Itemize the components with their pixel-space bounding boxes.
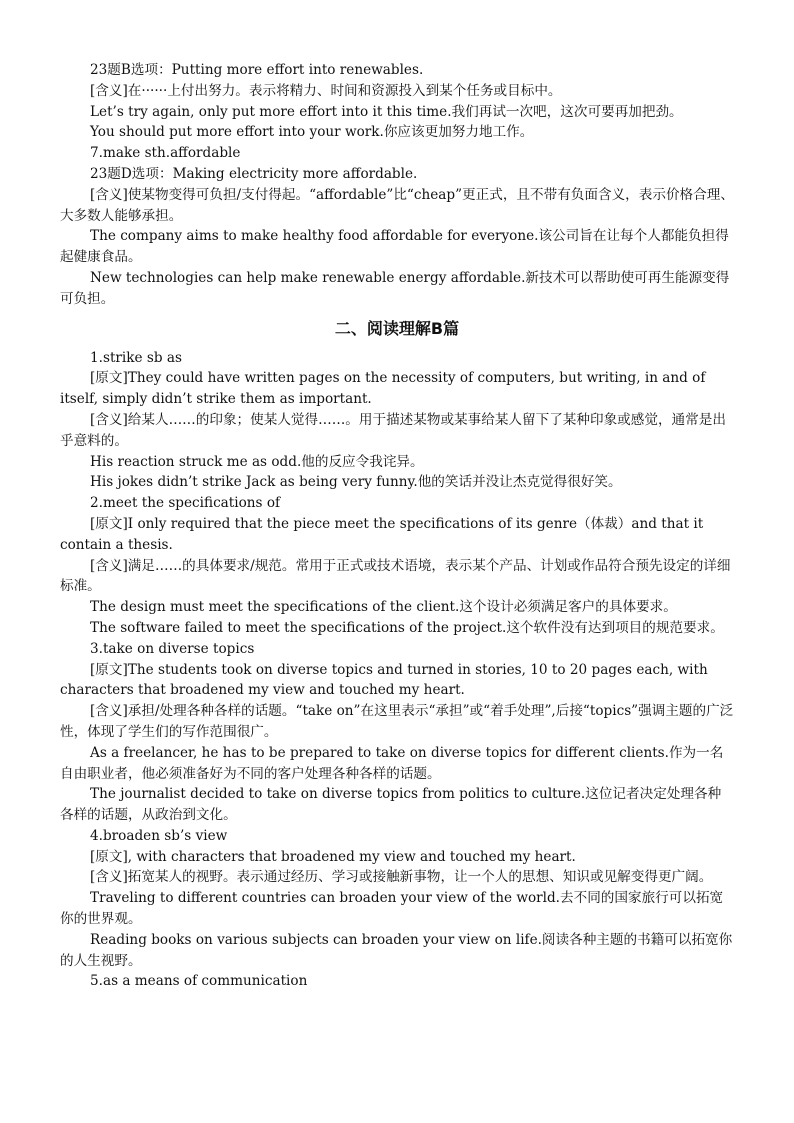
section-heading: 二、阅读理解B篇 [334, 318, 460, 338]
document-page [60, 60, 734, 992]
section-part2 [60, 348, 734, 993]
paragraph: [原文]The students took on diverse topics and turned in stories, 10 to 20 pages each, with characters that broadened my view and touched my heart. [60, 661, 708, 699]
paragraph: 4.broaden sb’s view [90, 827, 228, 844]
paragraph: 23题D选项：Making electricity more affordable. [90, 165, 418, 182]
paragraph: New technologies can help make renewable energy affordable.新技术可以帮助使可再生能源变得可负担。 [60, 269, 730, 307]
paragraph: Let’s try again, only put more effort into it this time.我们再试一次吧，这次可要再加把劲。 [90, 103, 683, 120]
paragraph: The journalist decided to take on diverse topics from politics to culture.这位记者决定处理各种各样的话题，从政治到文化。 [60, 786, 722, 824]
paragraph: Traveling to different countries can broaden your view of the world.去不同的国家旅行可以拓宽你的世界观。 [60, 890, 724, 928]
paragraph: As a freelancer, he has to be prepared to take on diverse topics for different clients.作为一名自由职业者，他必须准备好为不同的客户处理各种各样的话题。 [60, 744, 724, 782]
paragraph: Reading books on various subjects can broaden your view on life.阅读各种主题的书籍可以拓宽你的人生视野。 [60, 931, 733, 969]
paragraph: [原文]They could have written pages on the necessity of computers, but writing, in and of itself, simply didn’t strike them as important. [60, 370, 706, 408]
paragraph: The software failed to meet the specifications of the project.这个软件没有达到项目的规范要求。 [90, 619, 724, 636]
paragraph: His reaction struck me as odd.他的反应令我诧异。 [90, 453, 424, 470]
paragraph: [原文]I only required that the piece meet the specifications of its genre（体裁）and that it contain a thesis. [60, 515, 704, 553]
paragraph: [含义]使某物变得可负担/支付得起。“affordable”比“cheap”更正式，且不带有负面含义，表示价格合理、大多数人能够承担。 [60, 186, 734, 224]
paragraph: 5.as a means of communication [90, 973, 308, 990]
paragraph: [原文], with characters that broadened my view and touched my heart. [90, 848, 576, 865]
section-part1 [60, 60, 734, 310]
paragraph: 2.meet the specifications of [90, 495, 281, 512]
paragraph: [含义]承担/处理各种各样的话题。“take on”在这里表示“承担”或“着手处理”,后接“topics”强调主题的广泛性，体现了学生们的写作范围很广。 [60, 703, 734, 740]
paragraph: [含义]给某人……的印象；使某人觉得……。用于描述某物或某事给某人留下了某种印象或感觉，通常是出乎意料的。 [60, 411, 726, 449]
paragraph: His jokes didn’t strike Jack as being very funny.他的笑话并没让杰克觉得很好笑。 [90, 474, 622, 491]
paragraph: You should put more effort into your work.你应该更加努力地工作。 [90, 124, 534, 141]
paragraph: The design must meet the specifications of the client.这个设计必须满足客户的具体要求。 [90, 599, 677, 616]
paragraph: The company aims to make healthy food affordable for everyone.该公司旨在让每个人都能负担得起健康食品。 [60, 228, 729, 266]
paragraph: 3.take on diverse topics [90, 640, 255, 657]
paragraph: 7.make sth.affordable [90, 145, 241, 162]
paragraph: [含义]满足……的具体要求/规范。常用于正式或技术语境，表示某个产品、计划或作品符合预先设定的详细标准。 [60, 557, 731, 595]
paragraph: 1.strike sb as [90, 349, 182, 366]
paragraph: [含义]拓宽某人的视野。表示通过经历、学习或接触新事物，让一个人的思想、知识或见解变得更广阔。 [90, 869, 713, 886]
paragraph: [含义]在······上付出努力。表示将精力、时间和资源投入到某个任务或目标中。 [90, 82, 562, 99]
paragraph: 23题B选项：Putting more effort into renewables. [90, 62, 424, 78]
